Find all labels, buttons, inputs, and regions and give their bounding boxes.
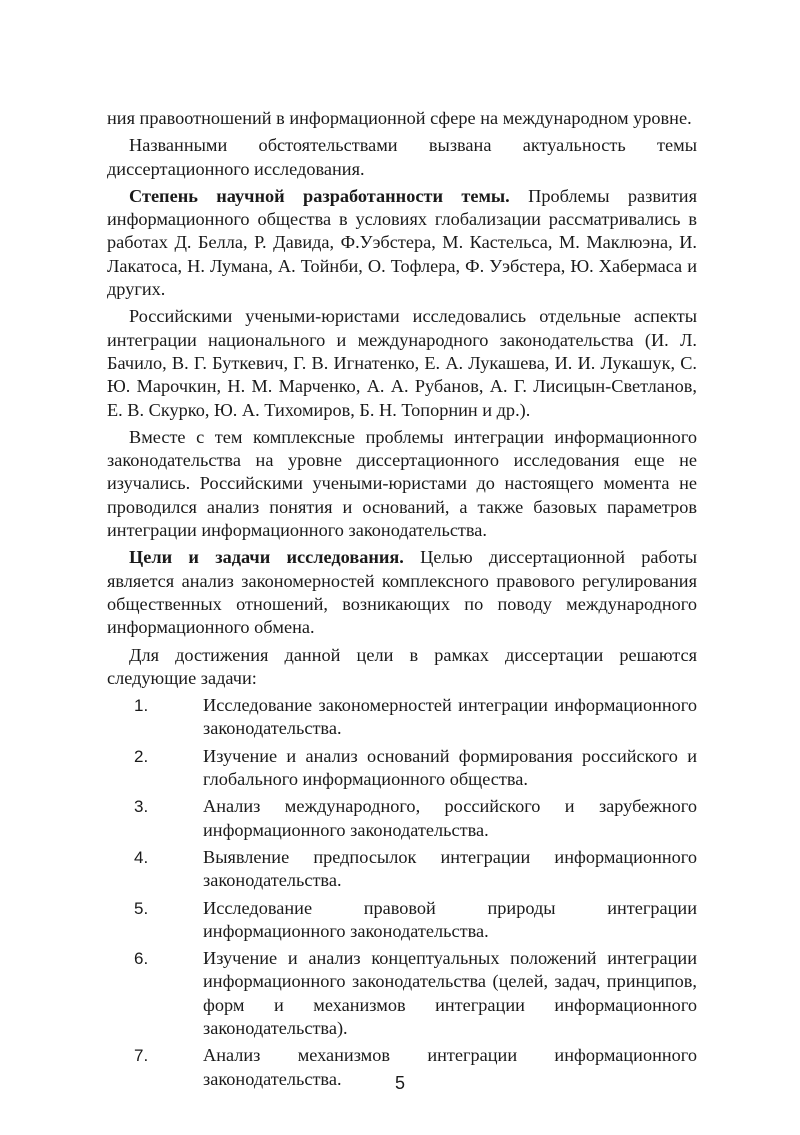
list-item [107,947,697,1040]
list-item-number: 4. [134,847,149,867]
list-item-text: Изучение и анализ концептуальных положений интеграции информационного законодательства (целей, задач, принципов, форм и механизмов интеграции информационного законодательства). [203,948,697,1038]
list-item-number: 1. [134,696,149,716]
section-heading-inline: Степень научной разработанности темы. [129,185,510,206]
paragraph-tasks-intro [107,644,697,691]
list-item-text: Выявление предпосылок интеграции информационного законодательства. [203,846,697,891]
list-item-number: 7. [134,1046,149,1066]
paragraph-text: Названными обстоятельствами вызвана актуальность темы диссертационного исследования. [107,135,697,179]
list-item-text: Изучение и анализ оснований формирования российского и глобального информационного общества. [203,745,697,790]
paragraph-russian-scholars [107,305,697,421]
list-item-number: 2. [134,746,149,766]
paragraph-research-degree [107,185,697,301]
list-item-text: Анализ механизмов интеграции информационного законодательства. [203,1045,697,1089]
paragraph-text: Российскими учеными-юристами исследовались отдельные аспекты интеграции национального и международного законодательства (И. Л. Бачило, В. Г. Буткевич, Г. В. Игнатенко, Е. А. Лукашева, И. И. Лукашук, С. Ю. Марочкин, Н. М. Марченко, А. А. Рубанов, А. Г. Лисицын-Светланов, Е. В. Скурко, Ю. А. Тихомиров, Б. Н. Топорнин и др.). [107,306,697,420]
list-item [107,745,697,792]
list-item [107,795,697,842]
paragraph-text: Проблемы развития информационного общества в условиях глобализации рассматривались в работах Д. Белла, Р. Давида, Ф.Уэбстера, М. Кастельса, М. Маклюэна, И. Лакатоса, Н. Лумана, А. Тойнби, О. Тофлера, Ф. Уэбстера, Ю. Хабермаса и других. [107,185,697,300]
task-list [107,694,697,1091]
list-item-number: 6. [134,949,149,969]
paragraph-text: Целью диссертационной работы является анализ закономерностей комплексного правового регулирования общественных отношений, возникающих по поводу международного информационного обмена. [107,547,698,638]
list-item [107,897,697,944]
paragraph-continuation [107,107,697,130]
list-item-text: Исследование правовой природы интеграции информационного законодательства. [203,897,697,941]
section-heading-inline: Цели и задачи исследования. [129,547,404,568]
list-item-text: Исследование закономерностей интеграции информационного законодательства. [203,695,697,739]
list-item-text: Анализ международного, российского и зарубежного информационного законодательства. [203,796,697,840]
paragraph-goals [107,546,697,639]
page-body [107,107,697,1095]
page-number: 5 [394,1073,405,1093]
list-item-number: 5. [134,898,149,918]
paragraph-text: ния правоотношений в информационной сфере на международном уровне. [107,108,692,128]
paragraph-complex-problems [107,426,697,542]
list-item [107,846,697,893]
list-item [107,694,697,741]
list-item-number: 3. [134,797,149,817]
paragraph-text: Для достижения данной цели в рамках диссертации решаются следующие задачи: [107,644,697,688]
paragraph-text: Вместе с тем комплексные проблемы интеграции информационного законодательства на уровне диссертационного исследования еще не изучались. Российскими учеными-юристами до настоящего момента не проводился анализ понятия и оснований, а также базовых параметров интеграции информационного законодательства. [107,426,697,541]
paragraph-relevance [107,134,697,181]
